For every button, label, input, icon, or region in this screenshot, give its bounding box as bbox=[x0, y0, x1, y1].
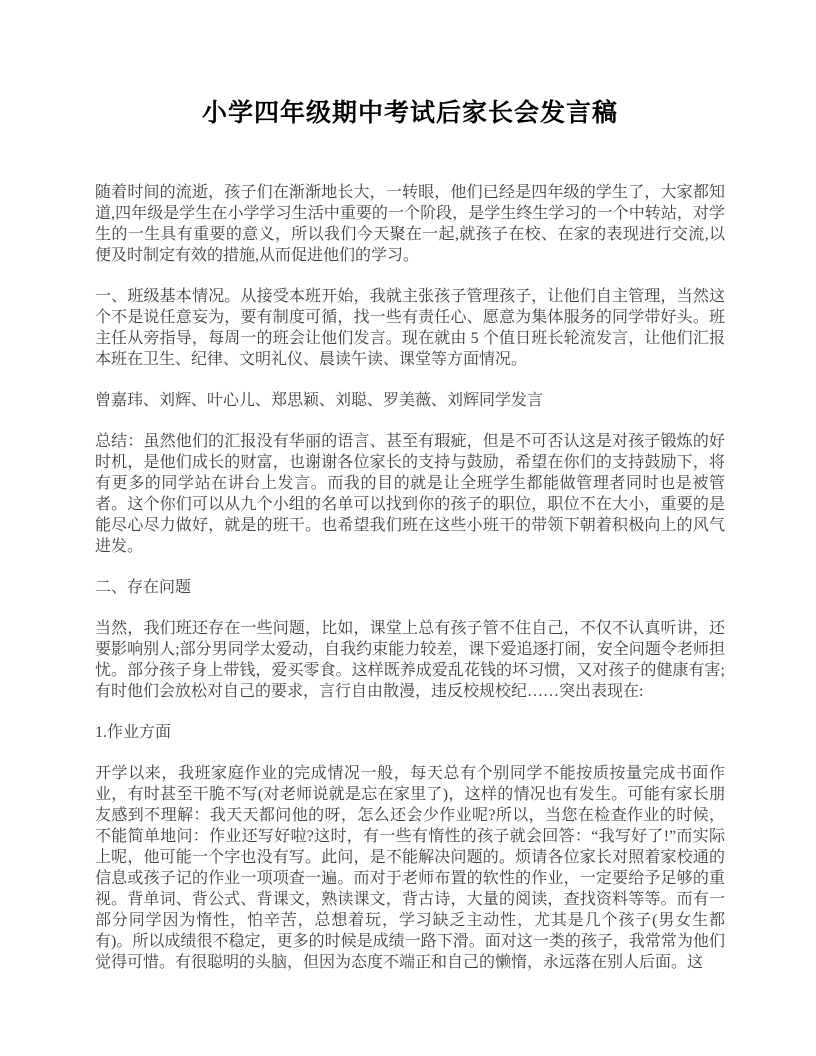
heading-homework-aspect: 1.作业方面 bbox=[95, 724, 172, 741]
heading-section2-problems: 二、存在问题 bbox=[95, 579, 192, 596]
paragraph-homework-details: 开学以来，我班家庭作业的完成情况一般，每天总有个别同学不能按质按量完成书面作业，有时甚至干脆不写(对老师说就是忘在家里了)，这样的情况也有发生。可能有家长朋友感到不理解：我天天都问他的呀，怎么还会少作业呢?所以，当您在检查作业的时候，不能简单地问：作业还写好啦?这时，有一些有惰性的孩子就会回答：“我写好了!”而实际上呢，他可能一个字也没有写。此问，是不能解决问题的。烦请各位家长对照着家校通的信息或孩子记的作业一项项查一遍。而对于老师布置的软性的作业，一定要给予足够的重视。背单词、背公式、背课文，熟读课文，背古诗，大量的阅读，查找资料等等。而有一部分同学因为惰性，怕辛苦，总想着玩，学习缺乏主动性，尤其是几个孩子(男女生都有)。所以成绩很不稳定，更多的时候是成绩一路下滑。面对这一类的孩子，我常常为他们觉得可惜。有很聪明的头脑，但因为态度不端正和自己的懒惰，永远落在别人后面。这 bbox=[95, 765, 725, 971]
paragraph-intro: 随着时间的流逝，孩子们在渐渐地长大，一转眼，他们已经是四年级的学生了，大家都知道,四年级是学生在小学学习生活中重要的一个阶段，是学生终生学习的一个中转站，对学生的一生具有重要的意义，所以我们今天聚在一起,就孩子在校、在家的表现进行交流,以便及时制定有效的措施,从而促进他们的学习。 bbox=[95, 184, 725, 264]
paragraph-student-speakers-list: 曾嘉玮、刘辉、叶心儿、郑思颖、刘聪、罗美薇、刘辉同学发言 bbox=[95, 392, 544, 409]
document-title: 小学四年级期中考试后家长会发言稿 bbox=[201, 98, 618, 127]
paragraph-section1-class-overview: 一、班级基本情况。从接受本班开始，我就主张孩子管理孩子，让他们自主管理，当然这个不是说任意妄为，要有制度可循，找一些有责任心、愿意为集体服务的同学带好头。班主任从旁指导，每周一的班会让他们发言。现在就由 5 个值日班长轮流发言，让他们汇报本班在卫生、纪律、文明礼仪、晨读午读、课堂等方面情况。 bbox=[95, 288, 725, 368]
paragraph-summary: 总结：虽然他们的汇报没有华丽的语言、甚至有瑕疵，但是不可否认这是对孩子锻炼的好时机，是他们成长的财富，也谢谢各位家长的支持与鼓励，希望在你们的支持鼓励下，将有更多的同学站在讲台上发言。而我的目的就是让全班学生都能做管理者同时也是被管者。这个你们可以从九个小组的名单可以找到你的孩子的职位，职位不在大小，重要的是能尽心尽力做好，就是的班干。也希望我们班在这些小班干的带领下朝着积极向上的风气进发。 bbox=[95, 433, 725, 555]
paragraph-problems-overview: 当然，我们班还存在一些问题，比如，课堂上总有孩子管不住自己，不仅不认真听讲，还要影响别人;部分男同学太爱动，自我约束能力较差，课下爱追逐打闹，安全问题令老师担忧。部分孩子身上带钱，爱买零食。这样既养成爱乱花钱的坏习惯，又对孩子的健康有害;有时他们会放松对自己的要求，言行自由散漫，违反校规校纪……突出表现在: bbox=[95, 620, 725, 700]
